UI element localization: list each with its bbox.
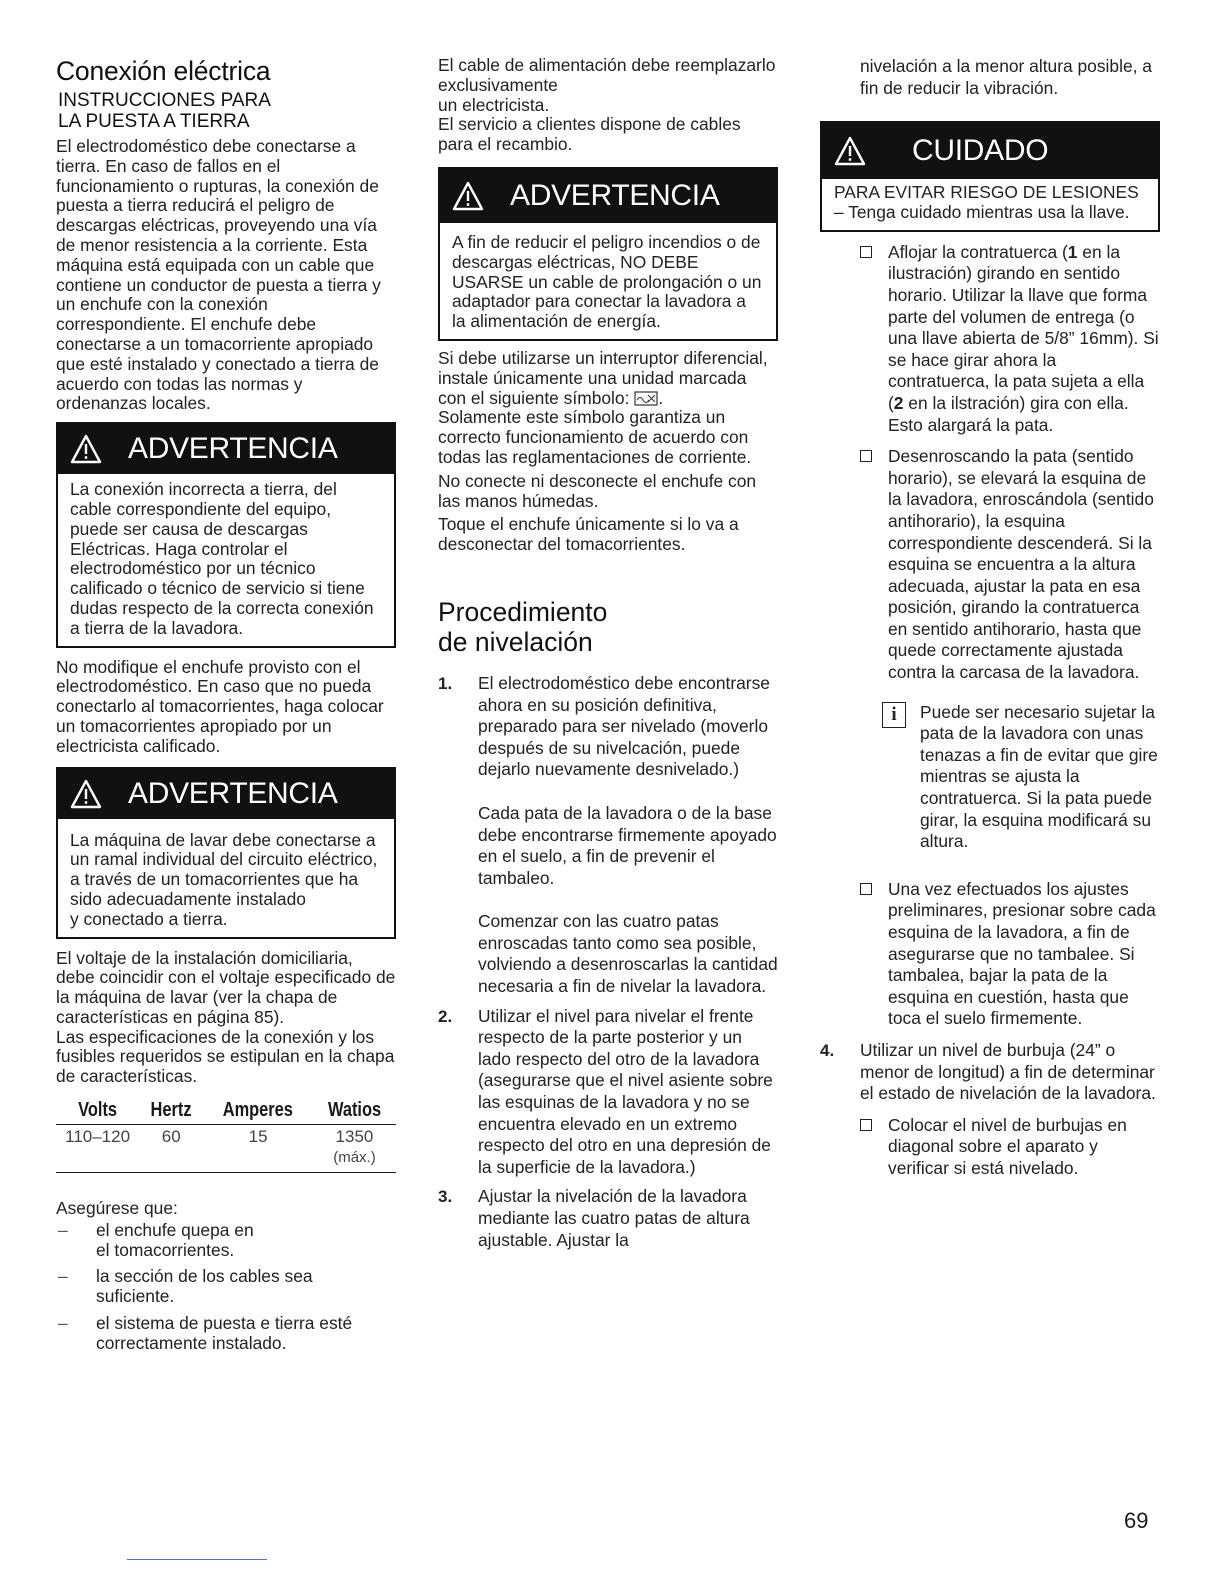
step-text: Utilizar un nivel de burbuja (24” o menor de longitud) a fin de determinar el estado de nivelación de la lavadora. xyxy=(860,1039,1156,1104)
list-item: – la sección de los cables sea suficiente. xyxy=(58,1266,313,1307)
warning-text: La conexión incorrecta a tierra, del cable correspondiente del equipo, puede ser causa de descargas Eléctricas. Haga controlar el electrodoméstico por un técnico calificado o técnico de servicio si tiene dudas respecto de la correcta conexión a tierra de la lavadora. xyxy=(70,479,374,638)
caution-text: PARA EVITAR RIESGO DE LESIONES – Tenga cuidado mientras usa la llave. xyxy=(834,182,1139,222)
checkbox-icon xyxy=(860,883,872,895)
table-cell-amperes: 15 xyxy=(248,1127,268,1147)
checkbox-icon xyxy=(860,246,872,258)
step-number: 3. xyxy=(438,1187,453,1207)
specifications-paragraph: Las especificaciones de la conexión y los fusibles requeridos se estipulan en la chapa de características. xyxy=(56,1026,395,1087)
checkbox-icon xyxy=(860,1119,872,1131)
leveling-step-3 xyxy=(438,1186,778,1251)
table-row-note xyxy=(56,1147,396,1173)
column-left xyxy=(56,52,396,1361)
caution-label: CUIDADO xyxy=(912,134,1049,168)
warning-header xyxy=(58,424,394,474)
warning-triangle-icon xyxy=(452,180,484,212)
warning-header xyxy=(440,169,776,223)
table-cell-max-note: (máx.) xyxy=(313,1147,396,1173)
warning-label: ADVERTENCIA xyxy=(510,178,720,212)
warning-box-grounding xyxy=(56,422,396,647)
step-text: Cada pata de la lavadora o de la base debe encontrarse firmemente apoyado en el suelo, a fin de prevenir el tambaleo. xyxy=(478,802,777,888)
leveling-step-4 xyxy=(820,1040,1160,1105)
checklist-item-unscrew: Desenroscando la pata (sentido horario), se elevará la esquina de la lavadora, enroscándola (sentido antihorario), la esquina correspondiente descenderá. Si la esquina se encuentra a la altura adecuada, ajustar la pata en esa posición, girando la contratuerca en sentido antihorario, hasta que quede correctamente ajustada contra la carcasa de la lavadora. xyxy=(820,446,1160,684)
footer-rule xyxy=(127,1559,267,1560)
warning-label: ADVERTENCIA xyxy=(128,776,338,810)
info-icon: i xyxy=(882,702,906,728)
list-item: – el sistema de puesta e tierra esté correctamente instalado. xyxy=(58,1313,353,1353)
warning-text: La máquina de lavar debe conectarse a un ramal individual del circuito eléctrico, a través de un tomacorrientes que ha sido adecuadamente instalado y conectado a tierra. xyxy=(70,829,378,929)
table-header-volts: Volts xyxy=(63,1096,131,1125)
grounding-instructions-heading: INSTRUCCIONES PARA LA PUESTA A TIERRA xyxy=(58,90,271,132)
column-middle xyxy=(438,56,778,1255)
step-text: Comenzar con las cuatro patas enroscadas tanto como sea posible, volviendo a desenroscarlas la cantidad necesaria a fin de nivelar la lavadora. xyxy=(478,911,778,997)
info-note: i Puede ser necesario sujetar la pata de la lavadora con unas tenazas a fin de evitar que gire mientras se ajusta la contratuerca. Si la pata puede girar, la esquina modificará su altura. xyxy=(820,702,1160,853)
caution-box xyxy=(820,121,1160,232)
step-text: Utilizar el nivel para nivelar el frente respecto de la parte posterior y un lado respecto del otro de la lavadora (asegurarse que el nivel asiente sobre las esquinas de la lavadora y no se encuentra elevado en un extremo respecto del otro en una depresión de la superficie de la lavadora.) xyxy=(478,1005,773,1177)
step-number: 1. xyxy=(438,673,453,693)
list-item: – el enchufe quepa en el tomacorrientes. xyxy=(58,1219,254,1260)
table-cell-watts: 1350 xyxy=(335,1127,374,1147)
section-title-electrical: Conexión eléctrica xyxy=(56,56,271,86)
warning-box-circuit xyxy=(56,767,396,939)
continuation-paragraph: nivelación a la menor altura posible, a fin de reducir la vibración. xyxy=(860,56,1152,98)
warning-text: A fin de reducir el peligro incendios o de descargas eléctricas, NO DEBE USARSE un cable de prolongación o un adaptador para conectar la lavadora a la alimentación de energía. xyxy=(452,231,762,332)
voltage-paragraph: El voltaje de la instalación domiciliaria, debe coincidir con el voltaje especificado de la máquina de lavar (ver la chapa de características en página 85). xyxy=(56,947,396,1027)
table-header-amperes: Amperes xyxy=(213,1096,303,1125)
plug-modification-paragraph: No modifique el enchufe provisto con el electrodoméstico. En caso que no pueda conectarlo al tomacorrientes, haga colocar un tomacorrientes apropiado por un electricista calificado. xyxy=(56,656,384,756)
table-header-watts: Watios xyxy=(320,1096,388,1125)
symbol-guarantee-paragraph: Solamente este símbolo garantiza un correcto funcionamiento de acuerdo con todas las reglamentaciones de corriente. xyxy=(438,407,752,467)
warning-triangle-icon xyxy=(70,778,102,810)
table-row xyxy=(56,1125,396,1148)
warning-label: ADVERTENCIA xyxy=(128,432,338,466)
step-text: El electrodoméstico debe encontrarse ahora en su posición definitiva, preparado para ser nivelado (moverlo después de su nivelcación, puede dejarlo nuevamente desnivelado.) xyxy=(478,672,770,780)
touch-plug-paragraph: Toque el enchufe únicamente si lo va a desconectar del tomacorrientes. xyxy=(438,514,739,555)
cable-replacement-paragraph: El cable de alimentación debe reemplazarlo exclusivamente un electricista. El servicio a clientes dispone de cables para el recambio. xyxy=(438,55,776,155)
step-text: Ajustar la nivelación de la lavadora mediante las cuatro patas de altura ajustable. Ajustar la xyxy=(478,1186,750,1250)
warning-triangle-icon xyxy=(834,135,866,167)
leveling-step-1 xyxy=(438,673,778,998)
checklist-item-press-corners: Una vez efectuados los ajustes preliminares, presionar sobre cada esquina de la lavadora, a fin de asegurarse que no tambalee. Si tambalea, bajar la pata de la esquina en cuestión, hasta que toca el suelo firmemente. xyxy=(820,879,1160,1030)
page-number: 69 xyxy=(1124,1508,1149,1533)
step-number: 2. xyxy=(438,1006,453,1026)
checkbox-icon xyxy=(860,450,872,462)
warning-header xyxy=(58,769,394,819)
table-cell-volts: 110–120 xyxy=(65,1127,131,1147)
ensure-title: Asegúrese que: xyxy=(56,1198,178,1219)
checklist-item-locknut: Aflojar la contratuerca (1 en la ilustración) girando en sentido horario. Utilizar la llave que forma parte del volumen de entrega (o una llave abierta de 5/8” 16mm). Si se hace girar ahora la contratuerca, la pata sujeta a ella (2 en la ilstración) gira con ella. Esto alargará la pata. xyxy=(820,242,1160,436)
warning-box-extension-cord xyxy=(438,167,778,341)
leveling-step-2 xyxy=(438,1006,778,1179)
grounding-intro-paragraph: El electrodoméstico debe conectarse a tierra. En caso de fallos en el funcionamiento o rupturas, la conexión de puesta a tierra reducirá el peligro de descargas eléctricas, proveyendo una vía de menor resistencia a la corriente. Esta máquina está equipada con un cable que contiene un conductor de puesta a tierra y un enchufe con la conexión correspondiente. El enchufe debe conectarse a un tomacorriente apropiado que esté instalado y conectado a tierra de acuerdo con todas las normas y ordenanzas locales. xyxy=(56,136,381,414)
ensure-list xyxy=(56,1221,396,1354)
caution-header xyxy=(822,123,1158,179)
column-right xyxy=(820,56,1160,1190)
section-title-leveling: Procedimiento de nivelación xyxy=(438,596,608,657)
wet-hands-paragraph: No conecte ni desconecte el enchufe con las manos húmedas. xyxy=(438,470,757,511)
electrical-specs-table xyxy=(56,1096,396,1173)
warning-triangle-icon xyxy=(70,433,102,465)
rcd-symbol-icon xyxy=(634,391,658,406)
table-header-row xyxy=(56,1096,396,1125)
step-number: 4. xyxy=(820,1040,835,1060)
table-cell-hertz: 60 xyxy=(161,1127,181,1147)
checklist-item-bubble-level: Colocar el nivel de burbujas en diagonal sobre el aparato y verificar si está nivelado. xyxy=(820,1115,1160,1180)
breaker-paragraph: Si debe utilizarse un interruptor diferencial, instale únicamente una unidad marcada con el siguiente símbolo: . xyxy=(438,347,768,408)
table-header-hertz: Hertz xyxy=(145,1096,198,1125)
